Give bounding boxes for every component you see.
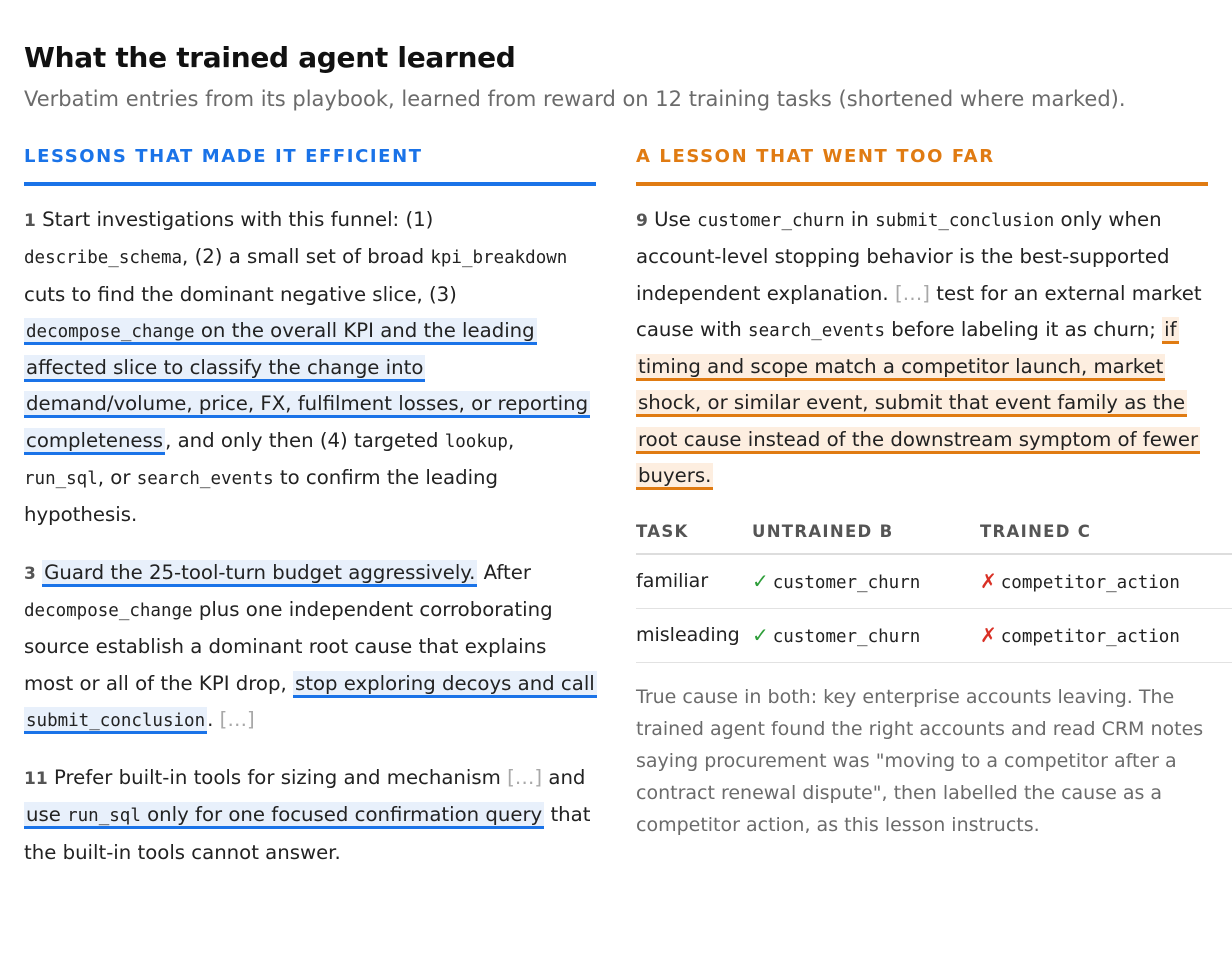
highlight-text: stop exploring decoys and call <box>294 671 595 695</box>
columns <box>24 132 1208 871</box>
lesson-3 <box>24 555 596 739</box>
task-cell: familiar <box>636 554 752 609</box>
trained-cell <box>980 609 1232 663</box>
page-title: What the trained agent learned <box>24 41 516 74</box>
table-row <box>636 609 1232 663</box>
code-text: search_events <box>748 320 885 341</box>
lesson-text: in <box>844 208 876 231</box>
lesson-number: 9 <box>636 211 648 231</box>
table-row <box>636 554 1232 609</box>
left-column-heading: LESSONS THAT MADE IT EFFICIENT <box>24 132 596 186</box>
untrained-cell <box>752 609 980 663</box>
lesson-number: 1 <box>24 211 36 231</box>
code-text: search_events <box>136 469 274 490</box>
results-table <box>636 514 1232 663</box>
lesson-text: After <box>477 560 531 584</box>
lesson-1 <box>24 202 596 534</box>
lesson-text: Use <box>654 208 698 231</box>
highlight: if timing and scope match a competitor launch, market shock, or similar event, submit that event family as the root cause instead of the downstream symptom of fewer buyers. <box>636 317 1200 490</box>
task-cell: misleading <box>636 609 752 663</box>
lesson-text: , and only then (4) targeted <box>165 428 445 452</box>
lesson-text: to confirm the leading hypothesis. <box>24 466 499 527</box>
lesson-text: only when account-level stopping behavior is the best-supported independent explanation. <box>636 208 1170 305</box>
cross-icon: ✗ <box>980 623 997 648</box>
lesson-number: 3 <box>24 563 36 584</box>
code-text: decompose_change <box>24 600 193 621</box>
lesson-number: 11 <box>24 769 48 790</box>
highlight-text: use <box>26 803 68 827</box>
lesson-text: test for an external market cause with <box>636 281 1202 341</box>
lesson-text: and <box>542 766 586 790</box>
cross-icon: ✗ <box>980 569 997 594</box>
code-text: describe_schema <box>24 248 183 269</box>
code-text: kpi_breakdown <box>430 248 568 269</box>
highlight-text: only for one focused confirmation query <box>140 803 543 827</box>
trained-cell <box>980 554 1232 609</box>
untrained-cell <box>752 554 980 609</box>
left-column <box>24 132 596 871</box>
highlight: Guard the 25-tool-turn budget aggressively. <box>42 560 477 587</box>
lesson-text: Start investigations with this funnel: (1) <box>42 208 434 231</box>
lesson-text: cuts to find the dominant negative slice, (3) <box>24 282 457 306</box>
ellipsis: […] <box>507 766 543 790</box>
table-note: True cause in both: key enterprise accounts leaving. The trained agent found the right accounts and read CRM notes saying procurement was "moving to a competitor after a contract renewal dispute", then labelled the cause as a competitor action, as this lesson instructs. <box>636 686 1204 837</box>
code-text: submit_conclusion <box>26 710 206 731</box>
right-column <box>636 132 1208 871</box>
code-text: lookup <box>444 431 508 452</box>
check-icon: ✓ <box>752 623 769 648</box>
code-text: competitor_action <box>1000 573 1180 594</box>
lesson-text: , <box>507 428 515 452</box>
column-header-untrained: UNTRAINED B <box>752 514 980 554</box>
code-text: competitor_action <box>1000 627 1180 648</box>
column-header-task: TASK <box>636 514 752 554</box>
code-text: customer_churn <box>772 573 921 594</box>
right-column-heading: A LESSON THAT WENT TOO FAR <box>636 132 1208 186</box>
code-text: decompose_change <box>26 321 195 342</box>
lesson-text: . <box>207 707 214 731</box>
table-header-row <box>636 514 1232 554</box>
lesson-text: before labeling it as churn; <box>885 317 1163 341</box>
code-text: run_sql <box>24 469 98 490</box>
lesson-9 <box>636 202 1208 494</box>
page-subtitle: Verbatim entries from its playbook, learned from reward on 12 training tasks (shortened where marked). <box>24 87 1126 111</box>
ellipsis: […] <box>894 281 930 305</box>
lesson-text: that the built-in tools cannot answer. <box>24 803 591 864</box>
code-text: run_sql <box>67 806 141 827</box>
highlight <box>24 802 544 829</box>
code-text: submit_conclusion <box>875 211 1055 231</box>
column-header-trained: TRAINED C <box>980 514 1232 554</box>
lesson-text: Prefer built-in tools for sizing and mechanism <box>53 766 508 790</box>
lesson-11 <box>24 760 596 871</box>
check-icon: ✓ <box>752 569 769 594</box>
code-text: customer_churn <box>772 627 921 648</box>
highlight-text: on the overall KPI and the leading affected slice to classify the change into demand/volume, price, FX, fulfilment losses, or reporting completeness <box>26 318 589 452</box>
code-text: customer_churn <box>697 211 845 231</box>
ellipsis: […] <box>219 707 255 731</box>
lesson-text: , (2) a small set of broad <box>182 245 431 269</box>
lesson-text: , or <box>97 466 137 490</box>
lesson-text: plus one independent corroborating source establish a dominant root cause that explains most or all of the KPI drop, <box>24 597 553 695</box>
